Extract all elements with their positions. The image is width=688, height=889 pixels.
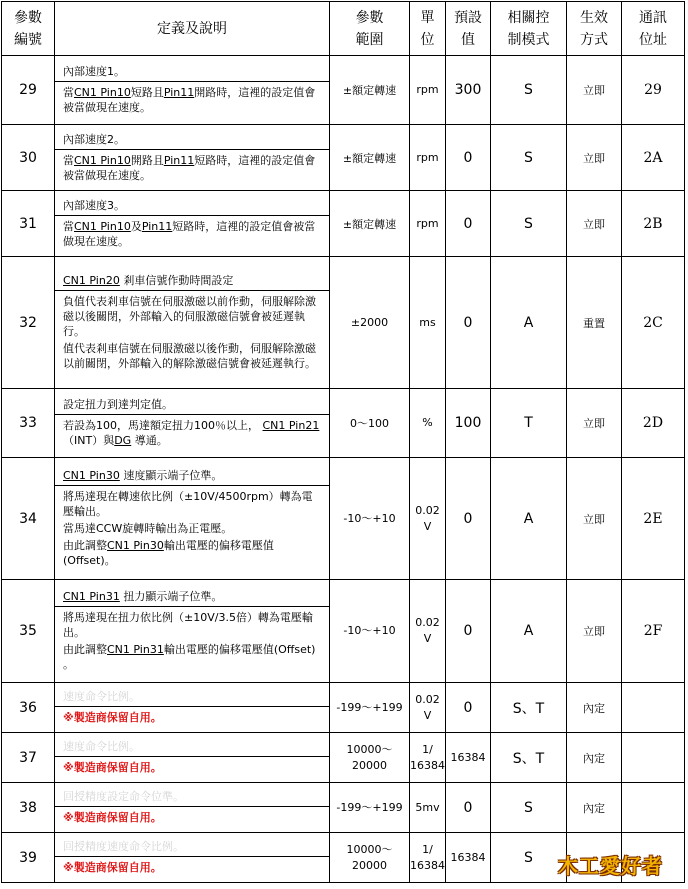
table-row bbox=[2, 191, 685, 257]
description-line: 當CN1 Pin10及Pin11短路時，這裡的設定值會被當做現在速度。 bbox=[63, 219, 316, 248]
table-row bbox=[2, 56, 685, 125]
param-address: 2B bbox=[622, 191, 685, 257]
param-effect: 重置 bbox=[567, 257, 622, 389]
param-title: CN1 Pin31 扭力顯示端子位準。 bbox=[55, 587, 329, 607]
definition-cell bbox=[55, 683, 330, 733]
header-unit: 單 位 bbox=[410, 2, 446, 56]
header-row bbox=[2, 2, 685, 56]
description-line: ※製造商保留自用。 bbox=[63, 711, 162, 724]
param-default: 16384 bbox=[446, 733, 491, 783]
param-default: 0 bbox=[446, 257, 491, 389]
description-line: ※製造商保留自用。 bbox=[63, 761, 162, 774]
watermark-text: 木工愛好者 bbox=[558, 853, 663, 878]
param-effect: 立即 bbox=[567, 191, 622, 257]
param-effect: 立即 bbox=[567, 389, 622, 458]
param-unit: rpm bbox=[410, 56, 446, 125]
param-title: 速度命令比例。 bbox=[55, 737, 329, 757]
param-title: 回授精度設定命令位準。 bbox=[55, 787, 329, 807]
param-unit: 1/ 16384 bbox=[410, 733, 446, 783]
param-description bbox=[55, 150, 329, 186]
table-row bbox=[2, 389, 685, 458]
param-effect: 內定 bbox=[567, 683, 622, 733]
definition-cell bbox=[55, 733, 330, 783]
param-description bbox=[55, 757, 329, 778]
param-address bbox=[622, 733, 685, 783]
param-default: 300 bbox=[446, 56, 491, 125]
description-line: 由此調整CN1 Pin31輸出電壓的偏移電壓值(Offset) 。 bbox=[63, 643, 316, 671]
definition-cell bbox=[55, 783, 330, 833]
param-description bbox=[55, 486, 329, 571]
param-unit: 5mv bbox=[410, 783, 446, 833]
param-address bbox=[622, 683, 685, 733]
definition-cell bbox=[55, 458, 330, 580]
param-range: -10～+10 bbox=[330, 458, 410, 580]
param-effect: 內定 bbox=[567, 733, 622, 783]
param-unit: 1/ 16384 bbox=[410, 833, 446, 883]
parameter-table bbox=[1, 1, 685, 883]
param-default: 16384 bbox=[446, 833, 491, 883]
description-line: 值代表剎車信號在伺服激磁以後作動，伺服解除激磁以前關閉，外部輸入的解除激磁信號會被延遲執行。 bbox=[63, 342, 316, 370]
param-default: 0 bbox=[446, 191, 491, 257]
param-unit: ms bbox=[410, 257, 446, 389]
param-title: 設定扭力到達判定值。 bbox=[55, 395, 329, 415]
param-unit: 0.02 V bbox=[410, 683, 446, 733]
header-range: 參數 範圍 bbox=[330, 2, 410, 56]
param-mode: A bbox=[491, 458, 567, 580]
description-line: 由此調整CN1 Pin30輸出電壓的偏移電壓值(Offset)。 bbox=[63, 539, 274, 567]
param-number: 38 bbox=[2, 783, 55, 833]
param-range: -10～+10 bbox=[330, 580, 410, 683]
table-row bbox=[2, 733, 685, 783]
param-address: 2F bbox=[622, 580, 685, 683]
param-range: ±額定轉速 bbox=[330, 191, 410, 257]
param-mode: S bbox=[491, 191, 567, 257]
description-line: 當CN1 Pin10開路且Pin11短路時，這裡的設定值會被當做現在速度。 bbox=[63, 153, 316, 182]
param-default: 0 bbox=[446, 458, 491, 580]
param-effect: 內定 bbox=[567, 783, 622, 833]
header-definition: 定義及說明 bbox=[55, 2, 330, 56]
header-default: 預設 值 bbox=[446, 2, 491, 56]
param-number: 34 bbox=[2, 458, 55, 580]
header-address: 通訊 位址 bbox=[622, 2, 685, 56]
param-description bbox=[55, 291, 329, 374]
param-number: 29 bbox=[2, 56, 55, 125]
definition-cell bbox=[55, 191, 330, 257]
param-range: -199～+199 bbox=[330, 783, 410, 833]
param-mode: T bbox=[491, 389, 567, 458]
param-description bbox=[55, 857, 329, 878]
param-effect: 立即 bbox=[567, 125, 622, 191]
param-address: 2A bbox=[622, 125, 685, 191]
param-title: 回授精度速度命令比例。 bbox=[55, 837, 329, 857]
table-row bbox=[2, 683, 685, 733]
description-line: ※製造商保留自用。 bbox=[63, 861, 162, 874]
param-mode: S bbox=[491, 833, 567, 883]
param-title: 內部速度1。 bbox=[55, 62, 329, 82]
table-row bbox=[2, 580, 685, 683]
param-description bbox=[55, 216, 329, 252]
param-default: 100 bbox=[446, 389, 491, 458]
description-line: 當馬達CCW旋轉時輸出為正電壓。 bbox=[63, 522, 233, 535]
definition-cell bbox=[55, 257, 330, 389]
param-title: 內部速度3。 bbox=[55, 196, 329, 216]
param-default: 0 bbox=[446, 580, 491, 683]
param-address: 29 bbox=[622, 56, 685, 125]
param-description bbox=[55, 707, 329, 728]
param-unit: 0.02 V bbox=[410, 580, 446, 683]
param-range: 10000～20000 bbox=[330, 833, 410, 883]
param-number: 31 bbox=[2, 191, 55, 257]
definition-cell bbox=[55, 56, 330, 125]
param-title: 速度命令比例。 bbox=[55, 687, 329, 707]
definition-cell bbox=[55, 833, 330, 883]
param-range: 0～100 bbox=[330, 389, 410, 458]
param-number: 37 bbox=[2, 733, 55, 783]
param-unit: rpm bbox=[410, 125, 446, 191]
param-mode: S、T bbox=[491, 683, 567, 733]
param-address: 2C bbox=[622, 257, 685, 389]
description-line: 將馬達現在轉速依比例（±10V/4500rpm）轉為電壓輸出。 bbox=[63, 490, 313, 518]
param-address: 2E bbox=[622, 458, 685, 580]
param-unit: % bbox=[410, 389, 446, 458]
param-default: 0 bbox=[446, 125, 491, 191]
param-effect: 立即 bbox=[567, 580, 622, 683]
param-mode: S bbox=[491, 783, 567, 833]
param-address bbox=[622, 783, 685, 833]
description-line: 若設為100，馬達額定扭力100％以上， CN1 Pin21（INT）與DG 導通。 bbox=[63, 419, 320, 447]
param-number: 39 bbox=[2, 833, 55, 883]
param-unit: rpm bbox=[410, 191, 446, 257]
param-default: 0 bbox=[446, 683, 491, 733]
param-unit: 0.02 V bbox=[410, 458, 446, 580]
param-effect: 立即 bbox=[567, 458, 622, 580]
param-title: CN1 Pin20 剎車信號作動時間設定 bbox=[55, 271, 329, 291]
param-description bbox=[55, 607, 329, 675]
table-row bbox=[2, 458, 685, 580]
description-line: 負值代表剎車信號在伺服激磁以前作動，伺服解除激磁以後關閉，外部輸入的伺服激磁信號會被延遲執行。 bbox=[63, 295, 316, 338]
description-line: 當CN1 Pin10短路且Pin11開路時，這裡的設定值會被當做現在速度。 bbox=[63, 86, 316, 114]
table-row bbox=[2, 125, 685, 191]
watermark-logo bbox=[558, 842, 686, 886]
param-description bbox=[55, 807, 329, 828]
definition-cell bbox=[55, 580, 330, 683]
param-title: CN1 Pin30 速度顯示端子位準。 bbox=[55, 466, 329, 486]
param-range: ±額定轉速 bbox=[330, 125, 410, 191]
description-line: 將馬達現在扭力依比例（±10V/3.5倍）轉為電壓輸出。 bbox=[63, 611, 313, 639]
param-description bbox=[55, 415, 329, 451]
param-number: 35 bbox=[2, 580, 55, 683]
param-description bbox=[55, 82, 329, 118]
param-range: 10000～20000 bbox=[330, 733, 410, 783]
param-address: 2D bbox=[622, 389, 685, 458]
definition-cell bbox=[55, 389, 330, 458]
param-mode: S、T bbox=[491, 733, 567, 783]
description-line: ※製造商保留自用。 bbox=[63, 811, 162, 824]
param-title: 內部速度2。 bbox=[55, 130, 329, 150]
param-range: ±額定轉速 bbox=[330, 56, 410, 125]
param-mode: A bbox=[491, 580, 567, 683]
table-row bbox=[2, 783, 685, 833]
header-mode: 相關控 制模式 bbox=[491, 2, 567, 56]
table-row bbox=[2, 257, 685, 389]
param-mode: S bbox=[491, 56, 567, 125]
param-default: 0 bbox=[446, 783, 491, 833]
param-number: 30 bbox=[2, 125, 55, 191]
param-number: 36 bbox=[2, 683, 55, 733]
header-effect: 生效 方式 bbox=[567, 2, 622, 56]
param-effect: 立即 bbox=[567, 56, 622, 125]
param-number: 33 bbox=[2, 389, 55, 458]
param-range: -199～+199 bbox=[330, 683, 410, 733]
definition-cell bbox=[55, 125, 330, 191]
param-range: ±2000 bbox=[330, 257, 410, 389]
header-param-no: 參數 編號 bbox=[2, 2, 55, 56]
param-number: 32 bbox=[2, 257, 55, 389]
param-mode: A bbox=[491, 257, 567, 389]
param-mode: S bbox=[491, 125, 567, 191]
